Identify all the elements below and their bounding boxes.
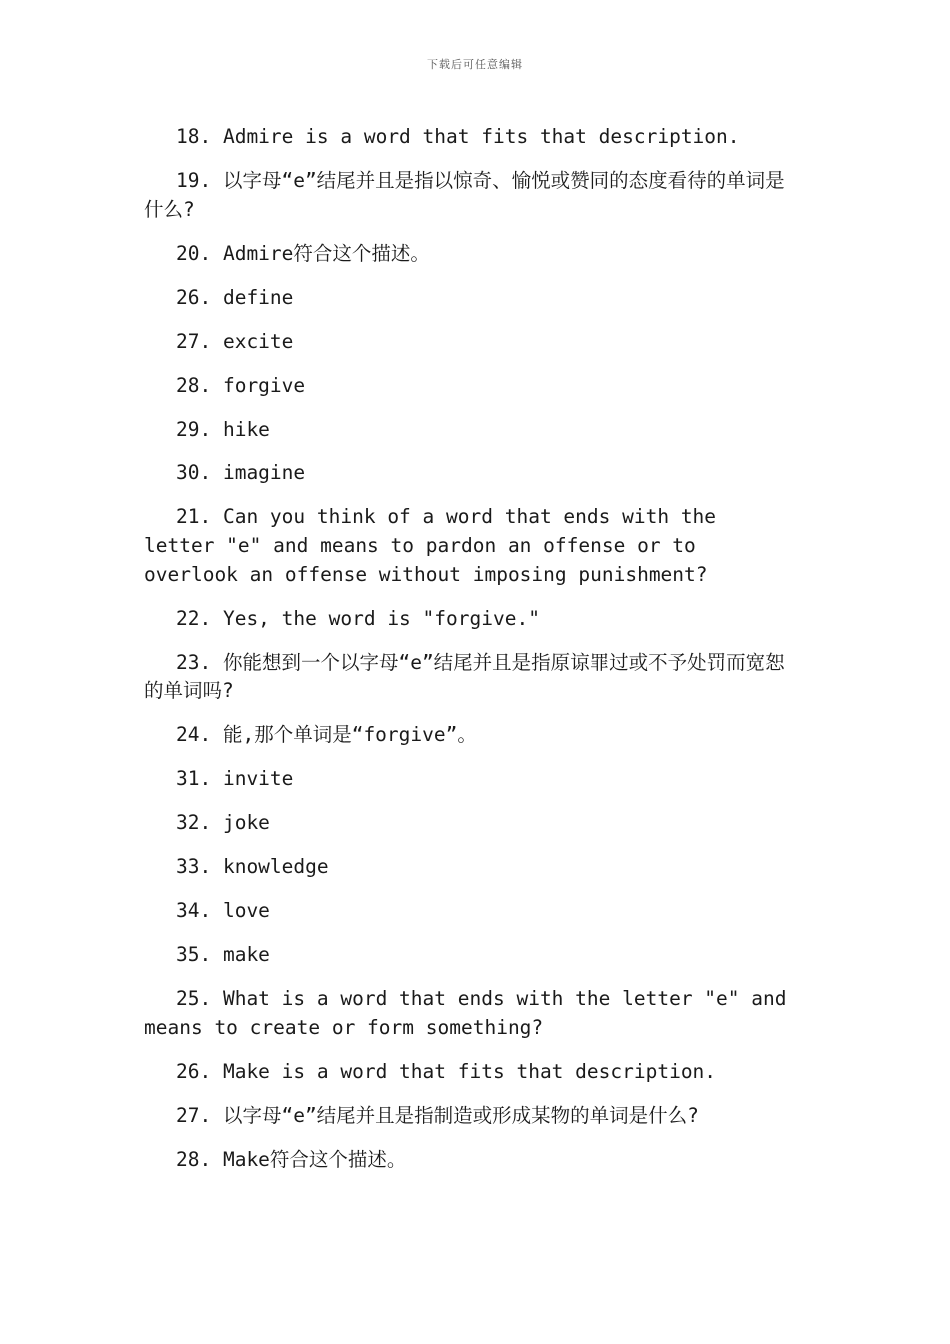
document-body — [144, 123, 794, 1190]
paragraph: 29. hike — [176, 417, 270, 441]
paragraph: 34. love — [176, 899, 270, 923]
paragraph: 30. imagine — [176, 461, 306, 485]
paragraph: 18. Admire is a word that fits that description. — [176, 125, 740, 148]
paragraph: 28. forgive — [176, 373, 306, 397]
paragraph: 28. Make符合这个描述。 — [176, 1147, 407, 1171]
paragraph: 20. Admire符合这个描述。 — [176, 241, 430, 265]
paragraph: 22. Yes, the word is "forgive." — [176, 606, 540, 630]
paragraph: 26. define — [176, 285, 294, 309]
paragraph: 23. 你能想到一个以字母“e”结尾并且是指原谅罪过或不予处罚而宽恕的单词吗? — [144, 650, 785, 703]
page-header: 下载后可任意编辑 — [427, 58, 523, 71]
paragraph: 25. What is a word that ends with the letter "e" and means to create or form something? — [144, 987, 787, 1039]
paragraph: 35. make — [176, 943, 270, 967]
paragraph: 21. Can you think of a word that ends with the letter "e" and means to pardon an offense or to overlook an offense without imposing punishment? — [144, 505, 717, 586]
paragraph: 31. invite — [176, 767, 294, 791]
paragraph: 24. 能,那个单词是“forgive”。 — [176, 723, 477, 747]
paragraph: 26. Make is a word that fits that description. — [176, 1059, 717, 1083]
paragraph: 19. 以字母“e”结尾并且是指以惊奇、愉悦或赞同的态度看待的单词是什么? — [144, 168, 785, 221]
paragraph: 32. joke — [176, 811, 270, 835]
paragraph: 27. excite — [176, 329, 294, 353]
paragraph: 27. 以字母“e”结尾并且是指制造或形成某物的单词是什么? — [176, 1103, 699, 1127]
paragraph: 33. knowledge — [176, 855, 329, 879]
